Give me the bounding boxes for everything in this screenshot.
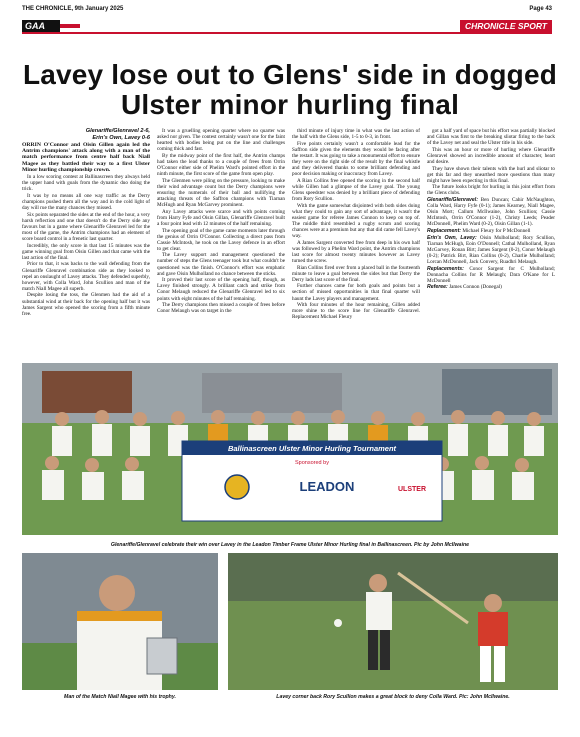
- body-paragraph: It proved their last score of the opening half, though, as Lavey finished strongly. A brilliant catch and strike from Conor Melaugh reduced the Glenariffe Glenravel led to six points with eight minutes of the half remaining.: [157, 277, 285, 302]
- replacements-lavey: Replacements: Conor Sargent for C Mulholland; Donnacha Collins for R Melaugh; Dara O'Kane for L McDonnell: [427, 265, 555, 284]
- paper-date: THE CHRONICLE, 9th January 2025: [22, 6, 124, 12]
- body-paragraph: A Rian Collins free opened the scoring in the second half while Gillen had a glimpse of the Lavey goal. The young Glens speedster was denied by a brilliant piece of defending from Rory Scullion.: [292, 177, 420, 203]
- article-column-3: [292, 128, 420, 358]
- body-paragraph: The Derry champions then missed a couple of frees before Conor Melaugh was on target in the: [157, 302, 285, 315]
- sponsor-leadon: LEADON: [299, 479, 355, 494]
- article-column-4: [427, 128, 555, 358]
- body-paragraph: got a half yard of space but his effort was partially blocked and Gillan was first to the breaking sliotar firing to the back of the Lavey net and seal the Ulster title in his side.: [427, 128, 555, 147]
- body-paragraph: With the game somewhat disjointed with both sides doing what they could to gain any sort of advantage, it wasn't the easiest game for referee James Connon to keep on top of. The middle third resembled a rugby scrum and scoring chances were at a premium but any that did came fell Lavey's way.: [292, 202, 420, 240]
- body-paragraph: In a low scoring contest at Ballinascreen they always held the upper hand with goals from the dynamic duo doing the trick.: [22, 174, 150, 193]
- action-block-photo: [228, 553, 558, 690]
- team-photo-illustration: [22, 363, 558, 535]
- body-paragraph: Prior to that, it was backs to the wall defending from the Glenariffe Glenravel combination side as they looked to repel an onslaught of Lavey attacks. They defended superbly, however, with Colla Ward, John Scullion and man of the match Niall Magee all superb.: [22, 261, 150, 292]
- body-paragraph: third minute of injury time in what was the last action of the half with the Glens side, 1-5 to 0-3, in front.: [292, 128, 420, 141]
- body-paragraph: Any Lavey attacks were scarce and with points coming from Harry Fyfe and Oisin Gillan, Glenariffe Glenravel built a four point lead with 12 minutes of the half remaining.: [157, 208, 285, 227]
- sport-banner: CHRONICLE SPORT: [460, 20, 552, 32]
- gaa-logo: GAA: [22, 20, 60, 32]
- body-paragraph: It was by no means all one way traffic as the Derry champions pushed them all the way and in the cold light of day will rue the many chances they missed.: [22, 192, 150, 212]
- body-paragraph: The future looks bright for hurling in this joint effort from the Glens clubs.: [427, 184, 555, 197]
- body-paragraph: Five points certainly wasn't a comfortable lead for the Saffron side given the elements they would be facing after the restart. It was going to take a monumental effort to ensure they were on the right side of the result by the final whistle and they delivered thanks to some brilliant defending and poor decision making or inaccuracy from Lavey.: [292, 140, 420, 178]
- action-photo-illustration: [228, 553, 558, 690]
- body-paragraph: It was a gruelling opening quarter where no quarter was asked nor given. The contest certainly wasn't one for the faint hearted with bodies being put on the line and challenges coming thick and fast.: [157, 128, 285, 153]
- body-paragraph: The Glenmen were piling on the pressure, looking to make their wind advantage count but the Derry champions were ensuring the numerals of their ball and nullifying the attacking threats of the Saffron champions with Tiarnan McHugh and Ryan McGarvey prominent.: [157, 177, 285, 209]
- man-of-match-illustration: [22, 553, 218, 690]
- main-photo-caption: Glenariffe/Glenravel celebrate their win over Lavey in the Leadon Timber Frame Ulster Minor Hurling final in Ballinascreen. Pic by John McIlwaine: [110, 542, 470, 548]
- sponsor-ulster: ULSTER: [398, 486, 426, 493]
- body-paragraph: By the midway point of the first half, the Antrim champs had taken the lead thanks to a couple of frees from Orrin O'Connor either side of Phelim Ward's pointed effort in the ninth minute, the first score of the game from open play.: [157, 152, 285, 178]
- body-paragraph: Further chances came for both goals and points but a section of missed opportunities in that final quarter will haunt the Lavey players and management.: [292, 283, 420, 302]
- lede-paragraph: ORRIN O'Connor and Oisin Gillen again led the Antrim champions' attack along with a man of the match performance from centre half back Niall Magee as they battled their way to a first Ulster Minor hurling championship crown.: [22, 141, 150, 174]
- sponsor-banner: [182, 441, 442, 521]
- body-paragraph: Rian Collins fired over from a placed ball in the fourteenth minute to leave a goal between the sides but that Derry the Derry lads last score of the final.: [292, 264, 420, 283]
- banner-sponsored-by: Sponsored by: [295, 460, 329, 466]
- body-paragraph: The opening goal of the game came moments later through the genius of Orrin O'Connor. Collecting a direct pass from Cassie McIntosh, he took on the Lavey defence in an effort to get clear.: [157, 227, 285, 252]
- logo-divider: [60, 24, 80, 28]
- body-paragraph: Incredibly, the only score in that last 15 minutes was the game winning goal from Oisin Gillen and that came with the last action of the final.: [22, 242, 150, 261]
- headline: Lavey lose out to Glens' side in dogged Ulster minor hurling final: [22, 59, 558, 120]
- page-number: Page 43: [529, 6, 552, 12]
- score-line-1: Glenariffe/Glenravel 2-6,: [85, 128, 150, 134]
- team-list-lavey: Erin's Own, Lavey: Oisin Mulholland; Rory Scullion, Tiarnan McHugh, Eoin O'Donnell; Cathal Mulholland, Ryan McGarvey, Ronan Birt; James Sargent (0-2), Conor Melaugh (0-2); Patrick Birt, Rian Collins (0-2), Charlie Mulholland; Lorcan McDonnell, Jack Convery, Ruadhri Melaugh.: [427, 234, 555, 265]
- body-paragraph: Six points separated the sides at the end of the hour, a very harsh reflection and one that doesn't do the Derry side any favours but in a game where Glenariffe Glenravel led for the most of the game, the Antrim champions had an element of score board control in a frenetic last quarter.: [22, 211, 150, 243]
- man-of-match-photo: [22, 553, 218, 690]
- man-of-match-caption: Man of the Match Niall Magee with his trophy.: [64, 694, 176, 700]
- gaa-crest-icon: [225, 475, 249, 499]
- score-line-2: Erin's Own, Lavey 0-6: [92, 134, 150, 141]
- replacement-glenariffe: Replacement: Michael Fleury for P McDonnell: [427, 228, 531, 234]
- banner-title: Ballinascreen Ulster Minor Hurling Tournament: [227, 444, 397, 453]
- article-column-1: [22, 128, 150, 358]
- action-photo-caption: Lavey corner back Rory Scullion makes a great block to deny Colla Ward. Pic: John McIlwaine.: [276, 694, 510, 700]
- body-paragraph: With four minutes of the hour remaining, Gillen added more shine to the score line for Glenariffe Glenravel. Replacement Michael Fleury: [292, 302, 420, 321]
- referee-line: Referee: James Connon (Donegal): [427, 284, 502, 291]
- body-paragraph: A James Sargent converted free from deep in his own half was followed by a Phelim Ward point, the Antrim champions last score for almost twenty minutes however as Lavey turned the screw.: [292, 239, 420, 264]
- article-column-2: [157, 128, 285, 358]
- body-paragraph: The Lavey support and management questioned the number of steps the Glens teenager took but what couldn't be questioned was the finish. O'Connor's effort was emphatic and gave Oisin Mulholland no chance between the sticks.: [157, 252, 285, 277]
- team-list-glenariffe: Glenariffe/Glenravel: Ben Duncan; Cahir McNaughton, Colla Ward, Harry Fyfe (0-1); James Kearney, Niall Magee, Oisin Mort; Callum McIlwaine, John Scullion; Cassie McIntosh, Orrin O'Connor (1-2), Christy Leeds; Peader McDonnell, Phelim Ward (0-2), Oisin Gillan (1-1).: [427, 197, 555, 228]
- section-bar: [22, 20, 552, 34]
- body-paragraph: Despite losing the toss, the Glenmen had the aid of a substantial wind at their back for the opening half but it was James Sargent who opened the scoring from a fifth minute free.: [22, 292, 150, 317]
- masthead: [22, 6, 552, 16]
- team-celebration-photo: [22, 363, 558, 535]
- body-paragraph: This was an hour or more of hurling where Glenariffe Glenravel showed an incredible amount of character, heart and desire.: [427, 146, 555, 165]
- body-paragraph: They have shown their talents with the hurl and sliotar to get this far and they unearthed more questions than many might have been expecting in this final.: [427, 165, 555, 184]
